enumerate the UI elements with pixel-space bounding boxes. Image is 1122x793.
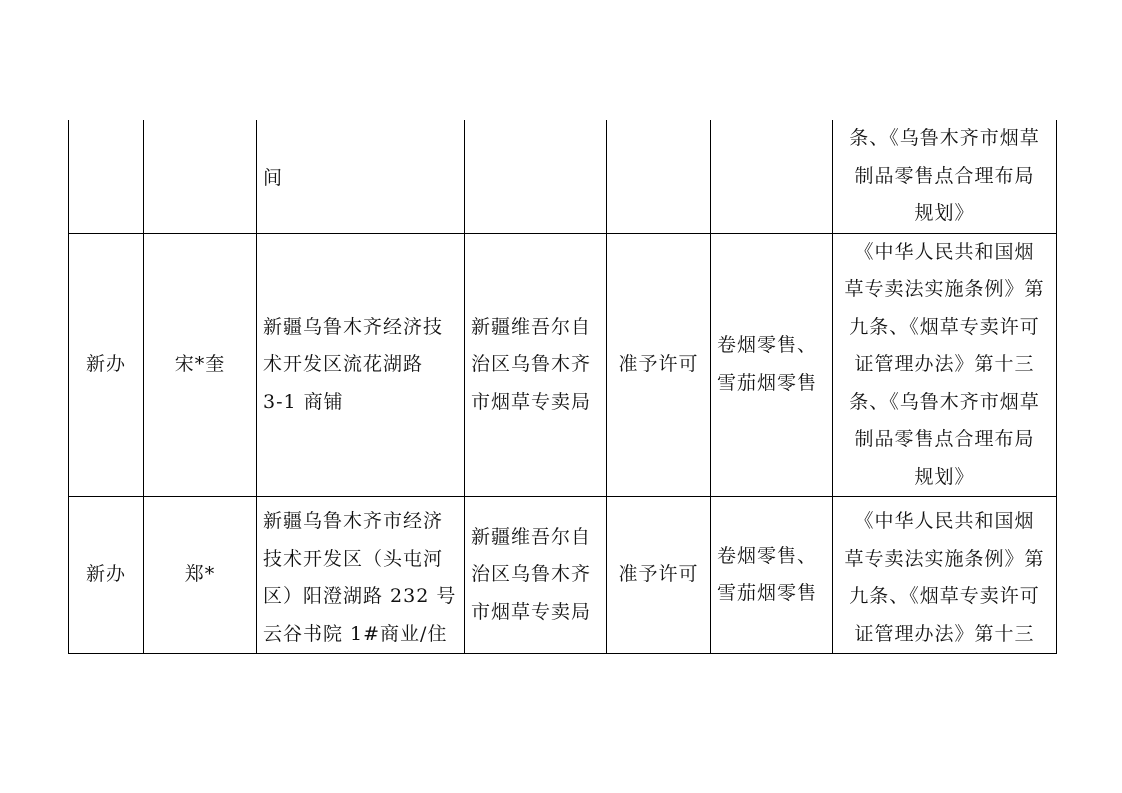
authority-cell: [465, 120, 607, 233]
business-address-cell: 新疆乌鲁木齐经济技 术开发区流花湖路 3-1 商铺: [257, 233, 465, 497]
authority-cell: 新疆维吾尔自 治区乌鲁木齐 市烟草专卖局: [465, 233, 607, 497]
permit-type-cell: 新办: [69, 497, 144, 654]
authority-cell: 新疆维吾尔自 治区乌鲁木齐 市烟草专卖局: [465, 497, 607, 654]
permit-table: [68, 120, 1057, 654]
applicant-name-cell: 郑*: [144, 497, 257, 654]
business-address-cell: 新疆乌鲁木齐市经济 技术开发区（头屯河 区）阳澄湖路 232 号 云谷书院 1#商业/住: [257, 497, 465, 654]
business-scope-cell: 卷烟零售、 雪茄烟零售: [711, 233, 833, 497]
legal-basis-cell: 《中华人民共和国烟 草专卖法实施条例》第 九条、《烟草专卖许可 证管理办法》第十三 条、《乌鲁木齐市烟草 制品零售点合理布局 规划》: [833, 233, 1057, 497]
business-scope-cell: [711, 120, 833, 233]
table-row: [69, 120, 1057, 233]
table-row: [69, 233, 1057, 497]
legal-basis-cell: 《中华人民共和国烟 草专卖法实施条例》第 九条、《烟草专卖许可 证管理办法》第十三: [833, 497, 1057, 654]
business-address-cell: 间: [257, 120, 465, 233]
applicant-name-cell: 宋*奎: [144, 233, 257, 497]
table-row: [69, 497, 1057, 654]
legal-basis-cell: 条、《乌鲁木齐市烟草 制品零售点合理布局 规划》: [833, 120, 1057, 233]
permit-type-cell: [69, 120, 144, 233]
business-scope-cell: 卷烟零售、 雪茄烟零售: [711, 497, 833, 654]
decision-cell: 准予许可: [607, 497, 711, 654]
decision-cell: [607, 120, 711, 233]
decision-cell: 准予许可: [607, 233, 711, 497]
applicant-name-cell: [144, 120, 257, 233]
permit-type-cell: 新办: [69, 233, 144, 497]
